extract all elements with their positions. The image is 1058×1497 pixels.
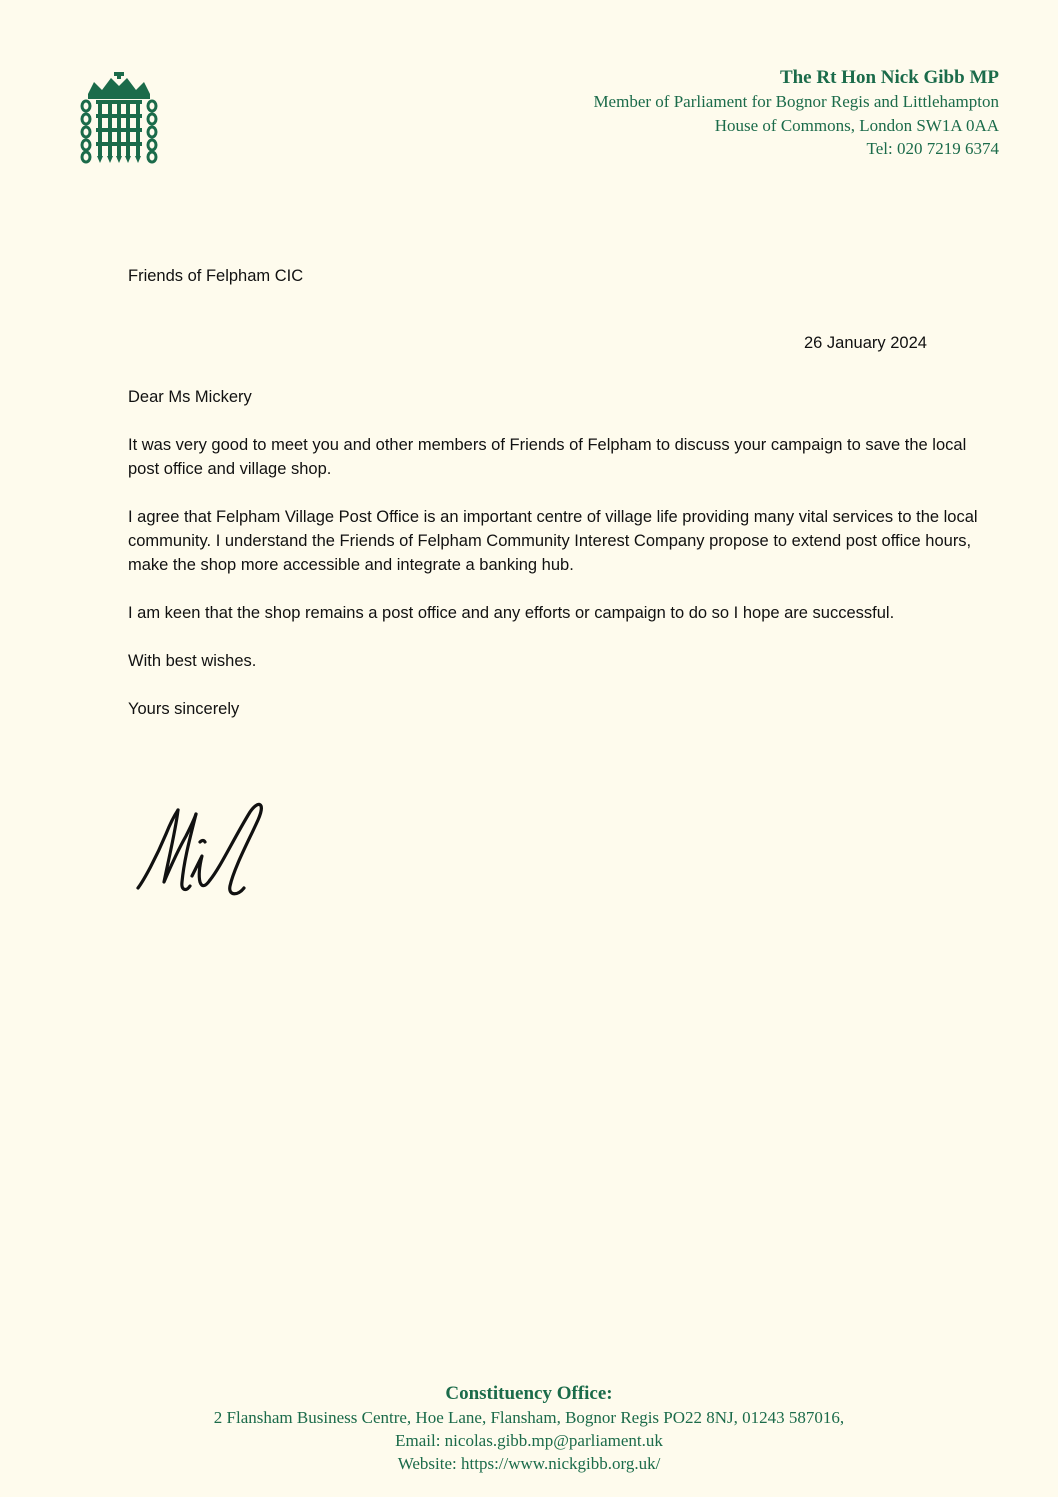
body-paragraph: I agree that Felpham Village Post Office is an important centre of village life providing many vital services to the local community. I understand the Friends of Felpham Community Interest Company propose to extend post office hours, make the shop more accessible and integrate a banking hub. [128, 508, 978, 574]
body-paragraph: It was very good to meet you and other members of Friends of Felpham to discuss your campaign to save the local post office and village shop. [128, 436, 967, 478]
mp-telephone: Tel: 020 7219 6374 [866, 139, 999, 158]
mp-address: House of Commons, London SW1A 0AA [714, 115, 999, 135]
salutation: Dear Ms Mickery [128, 388, 252, 406]
mp-role: Member of Parliament for Bognor Regis and Littlehampton [593, 92, 999, 111]
footer-website: Website: https://www.nickgibb.org.uk/ [397, 1454, 661, 1473]
portcullis-crown-icon [78, 72, 160, 164]
body-paragraph: I am keen that the shop remains a post office and any efforts or campaign to do so I hope are successful. [128, 604, 895, 622]
footer-address: 2 Flansham Business Centre, Hoe Lane, Flansham, Bognor Regis PO22 8NJ, 01243 587016, [213, 1408, 845, 1427]
footer-title: Constituency Office: [445, 1383, 613, 1404]
letterhead [593, 66, 999, 161]
footer-email: Email: nicolas.gibb.mp@parliament.uk [395, 1431, 663, 1450]
sign-off: Yours sincerely [128, 700, 240, 718]
constituency-office-footer [0, 1381, 1058, 1475]
handwritten-signature [130, 798, 270, 902]
recipient: Friends of Felpham CIC [128, 267, 304, 285]
closing-wish: With best wishes. [128, 652, 257, 670]
mp-name: The Rt Hon Nick Gibb MP [779, 67, 999, 88]
letter-date: 26 January 2024 [804, 334, 927, 352]
letter-body [128, 385, 998, 745]
